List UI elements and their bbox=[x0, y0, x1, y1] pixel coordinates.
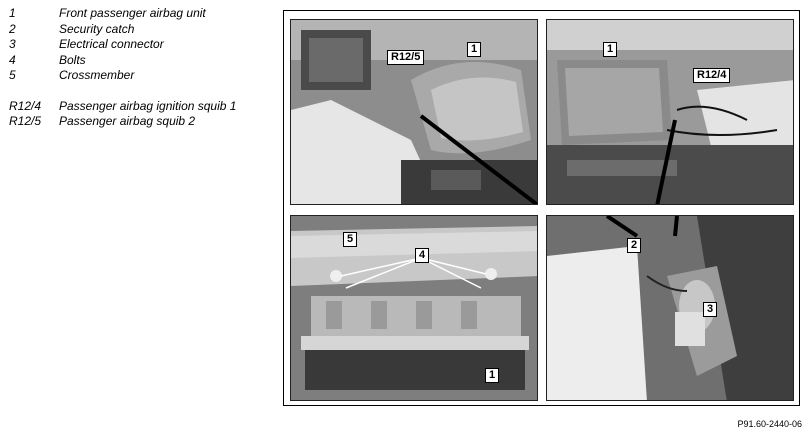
legend-desc: Crossmember bbox=[59, 68, 135, 82]
figure-reference-code: P91.60-2440-06 bbox=[737, 419, 802, 429]
callout-label: R12/4 bbox=[693, 68, 730, 83]
legend-desc: Front passenger airbag unit bbox=[59, 6, 206, 20]
legend-desc: Electrical connector bbox=[59, 37, 164, 51]
callout-label: 5 bbox=[343, 232, 357, 247]
legend-desc: Security catch bbox=[59, 21, 135, 36]
callout-label: 1 bbox=[603, 42, 617, 57]
legend-key: R12/4 bbox=[9, 98, 42, 113]
legend-key: 5 bbox=[9, 68, 16, 82]
legend-desc: Passenger airbag ignition squib 1 bbox=[59, 98, 237, 113]
legend-key: R12/5 bbox=[9, 114, 42, 128]
legend-desc: Bolts bbox=[59, 52, 86, 67]
figure-frame bbox=[283, 10, 800, 406]
callout-label: 1 bbox=[485, 368, 499, 383]
legend-key: 4 bbox=[9, 52, 16, 67]
callout-label: 1 bbox=[467, 42, 481, 57]
photo-top-left bbox=[290, 19, 538, 205]
photo-bottom-left bbox=[290, 215, 538, 401]
callout-label: 2 bbox=[627, 238, 641, 253]
photo-top-right bbox=[546, 19, 794, 205]
callout-label: 3 bbox=[703, 302, 717, 317]
legend-key: 2 bbox=[9, 21, 16, 36]
callout-label: R12/5 bbox=[387, 50, 424, 65]
legend-desc: Passenger airbag squib 2 bbox=[59, 114, 196, 128]
legend-key: 3 bbox=[9, 37, 16, 51]
callout-label: 4 bbox=[415, 248, 429, 263]
photo-bottom-right bbox=[546, 215, 794, 401]
legend-key: 1 bbox=[9, 6, 16, 20]
